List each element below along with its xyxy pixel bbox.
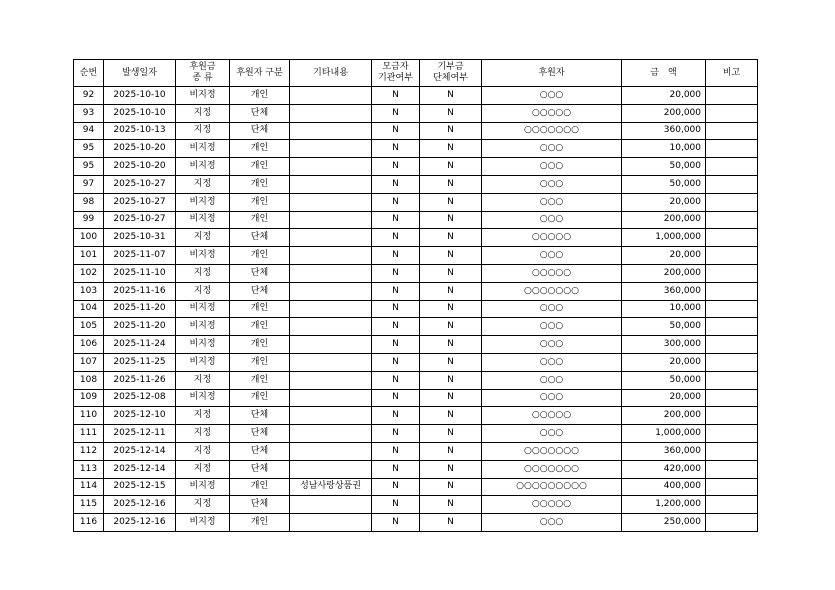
cell-donor-kind: 개인 <box>230 514 290 532</box>
cell-amount: 50,000 <box>622 175 706 193</box>
cell-etc <box>290 300 372 318</box>
cell-seq: 106 <box>74 336 104 354</box>
cell-note <box>706 247 758 265</box>
cell-group: N <box>420 122 482 140</box>
cell-etc <box>290 140 372 158</box>
cell-donor-kind: 단체 <box>230 425 290 443</box>
cell-note <box>706 425 758 443</box>
cell-amount: 10,000 <box>622 140 706 158</box>
cell-amount: 200,000 <box>622 211 706 229</box>
table-row <box>74 175 758 193</box>
cell-date: 2025-12-14 <box>104 442 176 460</box>
cell-date: 2025-11-16 <box>104 282 176 300</box>
cell-type: 지정 <box>176 496 230 514</box>
cell-donor: ○○○○○ <box>482 104 622 122</box>
cell-donor-kind: 개인 <box>230 318 290 336</box>
cell-date: 2025-10-20 <box>104 158 176 176</box>
table-row <box>74 389 758 407</box>
cell-etc <box>290 175 372 193</box>
cell-note <box>706 211 758 229</box>
cell-etc <box>290 211 372 229</box>
cell-group: N <box>420 496 482 514</box>
cell-donor-kind: 개인 <box>230 140 290 158</box>
cell-amount: 1,000,000 <box>622 425 706 443</box>
table-row <box>74 336 758 354</box>
cell-type: 비지정 <box>176 336 230 354</box>
cell-seq: 99 <box>74 211 104 229</box>
cell-donor-kind: 개인 <box>230 353 290 371</box>
cell-date: 2025-10-10 <box>104 87 176 105</box>
cell-etc <box>290 514 372 532</box>
cell-amount: 50,000 <box>622 371 706 389</box>
cell-note <box>706 122 758 140</box>
cell-institution: N <box>372 264 420 282</box>
table-row <box>74 318 758 336</box>
cell-date: 2025-11-25 <box>104 353 176 371</box>
cell-type: 비지정 <box>176 193 230 211</box>
cell-group: N <box>420 87 482 105</box>
header-type <box>176 60 230 87</box>
table-row <box>74 425 758 443</box>
cell-donor-kind: 단체 <box>230 104 290 122</box>
cell-donor: ○○○ <box>482 87 622 105</box>
cell-seq: 105 <box>74 318 104 336</box>
cell-institution: N <box>372 158 420 176</box>
cell-amount: 300,000 <box>622 336 706 354</box>
header-group-line1: 기부금 <box>437 62 464 72</box>
cell-donor: ○○○ <box>482 158 622 176</box>
cell-etc <box>290 264 372 282</box>
cell-donor: ○○○ <box>482 353 622 371</box>
cell-donor-kind: 개인 <box>230 247 290 265</box>
cell-group: N <box>420 460 482 478</box>
cell-seq: 109 <box>74 389 104 407</box>
cell-donor-kind: 개인 <box>230 175 290 193</box>
cell-date: 2025-10-27 <box>104 175 176 193</box>
cell-donor-kind: 개인 <box>230 336 290 354</box>
cell-seq: 102 <box>74 264 104 282</box>
cell-etc <box>290 353 372 371</box>
table-row <box>74 442 758 460</box>
cell-date: 2025-12-11 <box>104 425 176 443</box>
cell-institution: N <box>372 318 420 336</box>
cell-date: 2025-11-26 <box>104 371 176 389</box>
table-row <box>74 229 758 247</box>
table-row <box>74 371 758 389</box>
cell-donor: ○○○ <box>482 425 622 443</box>
cell-type: 비지정 <box>176 158 230 176</box>
cell-seq: 100 <box>74 229 104 247</box>
cell-etc: 성남사랑상품권 <box>290 478 372 496</box>
cell-type: 지정 <box>176 264 230 282</box>
cell-institution: N <box>372 140 420 158</box>
cell-type: 지정 <box>176 407 230 425</box>
cell-group: N <box>420 318 482 336</box>
header-institution-line2: 기관여부 <box>378 73 413 83</box>
cell-note <box>706 87 758 105</box>
header-amount: 금 액 <box>622 60 706 87</box>
cell-note <box>706 229 758 247</box>
cell-seq: 113 <box>74 460 104 478</box>
table-row <box>74 496 758 514</box>
cell-etc <box>290 193 372 211</box>
cell-donor: ○○○○○○○ <box>482 282 622 300</box>
cell-donor-kind: 단체 <box>230 282 290 300</box>
cell-seq: 107 <box>74 353 104 371</box>
cell-donor: ○○○ <box>482 300 622 318</box>
cell-donor: ○○○ <box>482 389 622 407</box>
table-row <box>74 282 758 300</box>
header-institution <box>372 60 420 87</box>
header-group <box>420 60 482 87</box>
cell-group: N <box>420 193 482 211</box>
cell-seq: 116 <box>74 514 104 532</box>
cell-etc <box>290 247 372 265</box>
cell-etc <box>290 229 372 247</box>
cell-date: 2025-10-27 <box>104 211 176 229</box>
cell-donor-kind: 단체 <box>230 264 290 282</box>
cell-donor: ○○○○○ <box>482 496 622 514</box>
table-row <box>74 264 758 282</box>
cell-etc <box>290 282 372 300</box>
cell-note <box>706 496 758 514</box>
table-row <box>74 211 758 229</box>
cell-date: 2025-10-31 <box>104 229 176 247</box>
cell-institution: N <box>372 478 420 496</box>
cell-date: 2025-11-07 <box>104 247 176 265</box>
cell-institution: N <box>372 407 420 425</box>
header-institution-line1: 모금자 <box>382 62 409 72</box>
table-row <box>74 460 758 478</box>
cell-seq: 114 <box>74 478 104 496</box>
cell-amount: 360,000 <box>622 122 706 140</box>
cell-institution: N <box>372 282 420 300</box>
donation-ledger-table <box>73 59 758 532</box>
table-row <box>74 104 758 122</box>
table-row <box>74 87 758 105</box>
cell-donor: ○○○ <box>482 336 622 354</box>
cell-amount: 200,000 <box>622 264 706 282</box>
donation-ledger-sheet <box>73 59 757 532</box>
cell-institution: N <box>372 496 420 514</box>
cell-type: 지정 <box>176 460 230 478</box>
cell-etc <box>290 158 372 176</box>
cell-seq: 94 <box>74 122 104 140</box>
table-header <box>74 60 758 87</box>
cell-date: 2025-12-08 <box>104 389 176 407</box>
cell-date: 2025-10-13 <box>104 122 176 140</box>
cell-institution: N <box>372 175 420 193</box>
cell-seq: 104 <box>74 300 104 318</box>
cell-date: 2025-11-24 <box>104 336 176 354</box>
cell-date: 2025-12-16 <box>104 514 176 532</box>
cell-amount: 50,000 <box>622 158 706 176</box>
table-row <box>74 353 758 371</box>
cell-note <box>706 407 758 425</box>
cell-amount: 250,000 <box>622 514 706 532</box>
cell-note <box>706 300 758 318</box>
cell-type: 지정 <box>176 282 230 300</box>
cell-etc <box>290 371 372 389</box>
cell-donor-kind: 단체 <box>230 407 290 425</box>
cell-group: N <box>420 158 482 176</box>
cell-amount: 1,200,000 <box>622 496 706 514</box>
cell-institution: N <box>372 104 420 122</box>
cell-type: 비지정 <box>176 247 230 265</box>
cell-donor: ○○○○○○○ <box>482 460 622 478</box>
cell-type: 지정 <box>176 175 230 193</box>
cell-seq: 98 <box>74 193 104 211</box>
cell-group: N <box>420 264 482 282</box>
cell-seq: 97 <box>74 175 104 193</box>
cell-group: N <box>420 371 482 389</box>
cell-donor-kind: 개인 <box>230 478 290 496</box>
table-row <box>74 158 758 176</box>
cell-seq: 95 <box>74 140 104 158</box>
cell-type: 비지정 <box>176 353 230 371</box>
cell-etc <box>290 318 372 336</box>
cell-date: 2025-12-16 <box>104 496 176 514</box>
cell-amount: 20,000 <box>622 87 706 105</box>
cell-group: N <box>420 175 482 193</box>
cell-donor: ○○○ <box>482 211 622 229</box>
cell-note <box>706 158 758 176</box>
cell-donor: ○○○○○ <box>482 264 622 282</box>
cell-donor-kind: 개인 <box>230 211 290 229</box>
table-row <box>74 407 758 425</box>
cell-donor: ○○○ <box>482 318 622 336</box>
cell-institution: N <box>372 389 420 407</box>
header-etc: 기타내용 <box>290 60 372 87</box>
cell-note <box>706 282 758 300</box>
cell-group: N <box>420 478 482 496</box>
cell-seq: 111 <box>74 425 104 443</box>
cell-donor-kind: 개인 <box>230 371 290 389</box>
cell-institution: N <box>372 353 420 371</box>
cell-etc <box>290 122 372 140</box>
cell-etc <box>290 389 372 407</box>
cell-date: 2025-11-20 <box>104 318 176 336</box>
cell-type: 지정 <box>176 122 230 140</box>
cell-amount: 200,000 <box>622 407 706 425</box>
cell-type: 지정 <box>176 371 230 389</box>
cell-note <box>706 442 758 460</box>
cell-donor-kind: 단체 <box>230 229 290 247</box>
cell-institution: N <box>372 442 420 460</box>
cell-date: 2025-11-20 <box>104 300 176 318</box>
cell-amount: 20,000 <box>622 353 706 371</box>
cell-institution: N <box>372 336 420 354</box>
cell-amount: 360,000 <box>622 282 706 300</box>
cell-group: N <box>420 300 482 318</box>
cell-institution: N <box>372 514 420 532</box>
cell-donor-kind: 단체 <box>230 122 290 140</box>
cell-donor: ○○○○○ <box>482 407 622 425</box>
cell-institution: N <box>372 371 420 389</box>
cell-group: N <box>420 104 482 122</box>
cell-seq: 101 <box>74 247 104 265</box>
cell-institution: N <box>372 300 420 318</box>
cell-group: N <box>420 282 482 300</box>
cell-institution: N <box>372 247 420 265</box>
cell-seq: 93 <box>74 104 104 122</box>
table-row <box>74 300 758 318</box>
cell-donor-kind: 개인 <box>230 158 290 176</box>
cell-etc <box>290 425 372 443</box>
cell-institution: N <box>372 425 420 443</box>
table-row <box>74 514 758 532</box>
cell-amount: 1,000,000 <box>622 229 706 247</box>
cell-etc <box>290 104 372 122</box>
cell-date: 2025-10-20 <box>104 140 176 158</box>
table-row <box>74 247 758 265</box>
cell-etc <box>290 336 372 354</box>
cell-amount: 400,000 <box>622 478 706 496</box>
cell-note <box>706 104 758 122</box>
cell-institution: N <box>372 229 420 247</box>
cell-note <box>706 478 758 496</box>
cell-date: 2025-12-14 <box>104 460 176 478</box>
cell-group: N <box>420 442 482 460</box>
cell-type: 지정 <box>176 104 230 122</box>
cell-note <box>706 371 758 389</box>
cell-group: N <box>420 514 482 532</box>
cell-donor: ○○○○○ <box>482 229 622 247</box>
cell-etc <box>290 407 372 425</box>
header-donor: 후원자 <box>482 60 622 87</box>
cell-amount: 200,000 <box>622 104 706 122</box>
cell-donor-kind: 단체 <box>230 460 290 478</box>
cell-amount: 10,000 <box>622 300 706 318</box>
cell-donor-kind: 단체 <box>230 496 290 514</box>
cell-amount: 360,000 <box>622 442 706 460</box>
cell-group: N <box>420 353 482 371</box>
cell-date: 2025-11-10 <box>104 264 176 282</box>
cell-date: 2025-10-10 <box>104 104 176 122</box>
cell-donor: ○○○ <box>482 247 622 265</box>
cell-donor: ○○○○○○○ <box>482 122 622 140</box>
cell-institution: N <box>372 122 420 140</box>
cell-seq: 92 <box>74 87 104 105</box>
cell-donor-kind: 개인 <box>230 87 290 105</box>
table-row <box>74 193 758 211</box>
cell-group: N <box>420 247 482 265</box>
cell-institution: N <box>372 87 420 105</box>
cell-seq: 115 <box>74 496 104 514</box>
cell-date: 2025-10-27 <box>104 193 176 211</box>
cell-seq: 108 <box>74 371 104 389</box>
cell-amount: 20,000 <box>622 389 706 407</box>
cell-seq: 95 <box>74 158 104 176</box>
cell-etc <box>290 87 372 105</box>
table-row <box>74 140 758 158</box>
cell-type: 비지정 <box>176 211 230 229</box>
cell-date: 2025-12-15 <box>104 478 176 496</box>
cell-type: 비지정 <box>176 389 230 407</box>
cell-note <box>706 175 758 193</box>
cell-donor-kind: 개인 <box>230 300 290 318</box>
cell-etc <box>290 496 372 514</box>
cell-type: 비지정 <box>176 140 230 158</box>
cell-amount: 50,000 <box>622 318 706 336</box>
cell-institution: N <box>372 211 420 229</box>
table-row <box>74 122 758 140</box>
cell-note <box>706 389 758 407</box>
cell-donor: ○○○ <box>482 175 622 193</box>
cell-note <box>706 264 758 282</box>
cell-donor: ○○○○○○○○○ <box>482 478 622 496</box>
cell-type: 비지정 <box>176 87 230 105</box>
cell-donor-kind: 단체 <box>230 442 290 460</box>
cell-donor-kind: 개인 <box>230 389 290 407</box>
cell-institution: N <box>372 460 420 478</box>
cell-institution: N <box>372 193 420 211</box>
cell-note <box>706 140 758 158</box>
table-row <box>74 478 758 496</box>
cell-etc <box>290 460 372 478</box>
cell-type: 지정 <box>176 442 230 460</box>
cell-donor: ○○○ <box>482 514 622 532</box>
cell-group: N <box>420 140 482 158</box>
cell-type: 비지정 <box>176 514 230 532</box>
cell-group: N <box>420 336 482 354</box>
cell-note <box>706 353 758 371</box>
header-donor-kind: 후원자 구분 <box>230 60 290 87</box>
cell-donor-kind: 개인 <box>230 193 290 211</box>
cell-amount: 20,000 <box>622 193 706 211</box>
header-note: 비고 <box>706 60 758 87</box>
cell-group: N <box>420 229 482 247</box>
cell-seq: 103 <box>74 282 104 300</box>
cell-type: 비지정 <box>176 478 230 496</box>
cell-type: 비지정 <box>176 300 230 318</box>
cell-donor: ○○○ <box>482 193 622 211</box>
cell-note <box>706 514 758 532</box>
cell-seq: 112 <box>74 442 104 460</box>
cell-type: 지정 <box>176 425 230 443</box>
header-type-line2: 종 류 <box>192 73 213 83</box>
cell-note <box>706 193 758 211</box>
cell-donor: ○○○ <box>482 371 622 389</box>
cell-amount: 420,000 <box>622 460 706 478</box>
cell-group: N <box>420 211 482 229</box>
cell-date: 2025-12-10 <box>104 407 176 425</box>
cell-donor: ○○○○○○○ <box>482 442 622 460</box>
cell-seq: 110 <box>74 407 104 425</box>
cell-etc <box>290 442 372 460</box>
cell-note <box>706 336 758 354</box>
cell-group: N <box>420 425 482 443</box>
header-seq: 순번 <box>74 60 104 87</box>
cell-note <box>706 318 758 336</box>
cell-donor: ○○○ <box>482 140 622 158</box>
cell-group: N <box>420 389 482 407</box>
cell-group: N <box>420 407 482 425</box>
header-type-line1: 후원금 <box>189 62 216 72</box>
cell-amount: 20,000 <box>622 247 706 265</box>
cell-type: 지정 <box>176 229 230 247</box>
table-body <box>74 87 758 532</box>
header-group-line2: 단체여부 <box>433 73 468 83</box>
header-date: 발생일자 <box>104 60 176 87</box>
cell-type: 비지정 <box>176 318 230 336</box>
cell-note <box>706 460 758 478</box>
